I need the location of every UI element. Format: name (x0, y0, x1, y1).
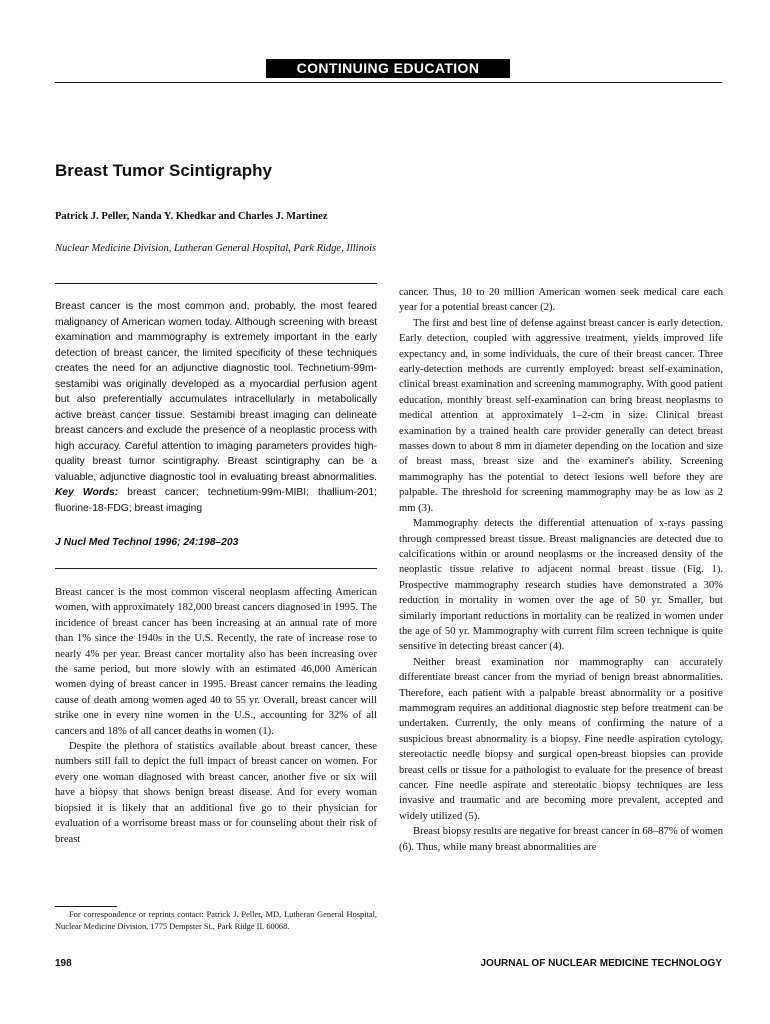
section-banner: CONTINUING EDUCATION (266, 59, 510, 78)
article-title: Breast Tumor Scintigraphy (55, 161, 272, 180)
paragraph: cancer. Thus, 10 to 20 million American women seek medical care each year for a potential breast cancer (2). (399, 287, 723, 314)
header-rule (55, 82, 722, 83)
citation: J Nucl Med Technol 1996; 24:198–203 (55, 537, 239, 548)
body-column-left (55, 585, 377, 847)
article-authors: Patrick J. Peller, Nanda Y. Khedkar and Charles J. Martinez (55, 211, 328, 222)
journal-name: JOURNAL OF NUCLEAR MEDICINE TECHNOLOGY (480, 958, 722, 969)
abstract-bottom-rule (55, 568, 377, 569)
paragraph: Breast biopsy results are negative for breast cancer in 68–87% of women (6). Thus, while many breast abnormalities are (399, 826, 723, 853)
paragraph: Despite the plethora of statistics available about breast cancer, these numbers still fail to depict the full impact of breast cancer on women. For every one woman diagnosed with breast cancer, another five or six will have a biopsy that shows benign breast disease. And for every woman biopsied it is likely that an additional five go to their physician for evaluation of a worrisome breast mass or for counseling about their risk of breast (55, 741, 377, 845)
abstract (55, 299, 377, 516)
keywords-label: Key Words: (55, 487, 119, 498)
paragraph: Neither breast examination nor mammography can accurately differentiate breast cancer from the myriad of benign breast abnormalities. Therefore, each patient with a palpable breast abnormality or a positive mammogram requires an additional diagnostic step before treatment can be undertaken. Currently, the only means of confirming the nature of a suspicious breast abnormality is a biopsy. Fine needle aspiration cytology, stereotactic needle biopsy and surgical open-breast biopsies can provide breast cells or tissue for a pathologist to evaluate for the presence of breast cancer. Fine needle aspirate and stereotatic biopsy techniques are less invasive and traumatic and are becoming more prevalent, accepted and widely utilized (5). (399, 656, 723, 822)
paragraph: Breast cancer is the most common visceral neoplasm affecting American women, with approximately 182,000 breast cancers diagnosed in 1995. The incidence of breast cancer has been increasing at an annual rate of more than 1% since the 1940s in the U.S. Recently, the rate of increase rose to nearly 4% per year. Breast cancer mortality also has been increasing over the same period, but more slowly with an estimated 46,000 American women dying of breast cancer in 1995. Breast cancer remains the leading cause of death among women aged 40 to 55 yr. Overall, breast cancer will strike one in every nine women in the U.S., accounting for 32% of all cancers and 18% of all cancer deaths in women (1). (55, 587, 377, 737)
article-affiliation: Nuclear Medicine Division, Lutheran General Hospital, Park Ridge, Illinois (55, 243, 377, 254)
page-number: 198 (55, 958, 72, 969)
footnote: For correspondence or reprints contact: Patrick J. Peller, MD, Lutheran General Hospital, Nuclear Medicine Division, 1775 Dempster St., Park Ridge IL 60068. (55, 910, 377, 931)
footnote-rule (55, 906, 117, 907)
abstract-text: Breast cancer is the most common and, probably, the most feared malignancy of American women today. Although screening with breast examination and mammography is extremely important in the early detection of breast cancer, the limited specificity of these techniques creates the need for an adjunctive diagnostic tool. Technetium-99m-sestamibi was originally developed as a myocardial perfusion agent but also preferentially accumulates intracellularly in metabolically active breast cancer tissue. Sestamibi breast imaging can delineate breast cancers and exclude the presence of a neoplastic process with high accuracy. Careful attention to imaging parameters provides high-quality breast tumor scintigraphy. Breast scintigraphy can be a valuable, adjunctive diagnostic tool in evaluating breast abnormalities. (55, 301, 377, 483)
body-column-right (399, 285, 723, 855)
abstract-top-rule (55, 283, 377, 284)
paragraph: Mammography detects the differential attenuation of x-rays passing through compressed breast tissue. Breast malignancies are detected due to calcifications within or around neoplasms or the increased density of the neoplastic tissue relative to adjacent normal breast tissue (Fig. 1). Prospective mammography research studies have demonstrated a 30% reduction in mortality in women over the age of 50 yr. Smaller, but similarly important reductions in mortality can be realized in women under the age of 50 yr. Mammography with current film screen technique is quite sensitive in detecting breast cancer (4). (399, 518, 723, 653)
paragraph: The first and best line of defense against breast cancer is early detection. Early detection, coupled with aggressive treatment, yields improved life expectancy and, in some individuals, the cure of their breast cancer. Three early-detection methods are currently employed: breast self-examination, clinical breast examination and screening mammography. With good patient education, monthly breast self-examination can bring breast neoplasms to medical attention at approximately 1–2-cm in size. Clinical breast examination by a trained health care provider generally can detect breast masses down to about 8 mm in diameter depending on the location and size of breast mass, breast size and the examiner's ability. Screening mammography has the potential to detect lesions well before they are palpable. The threshold for screening mammography may be as low as 2 mm (3). (399, 317, 723, 514)
keywords: breast cancer; technetium-99m-MIBI; thallium-201; fluorine-18-FDG; breast imaging (55, 487, 377, 514)
